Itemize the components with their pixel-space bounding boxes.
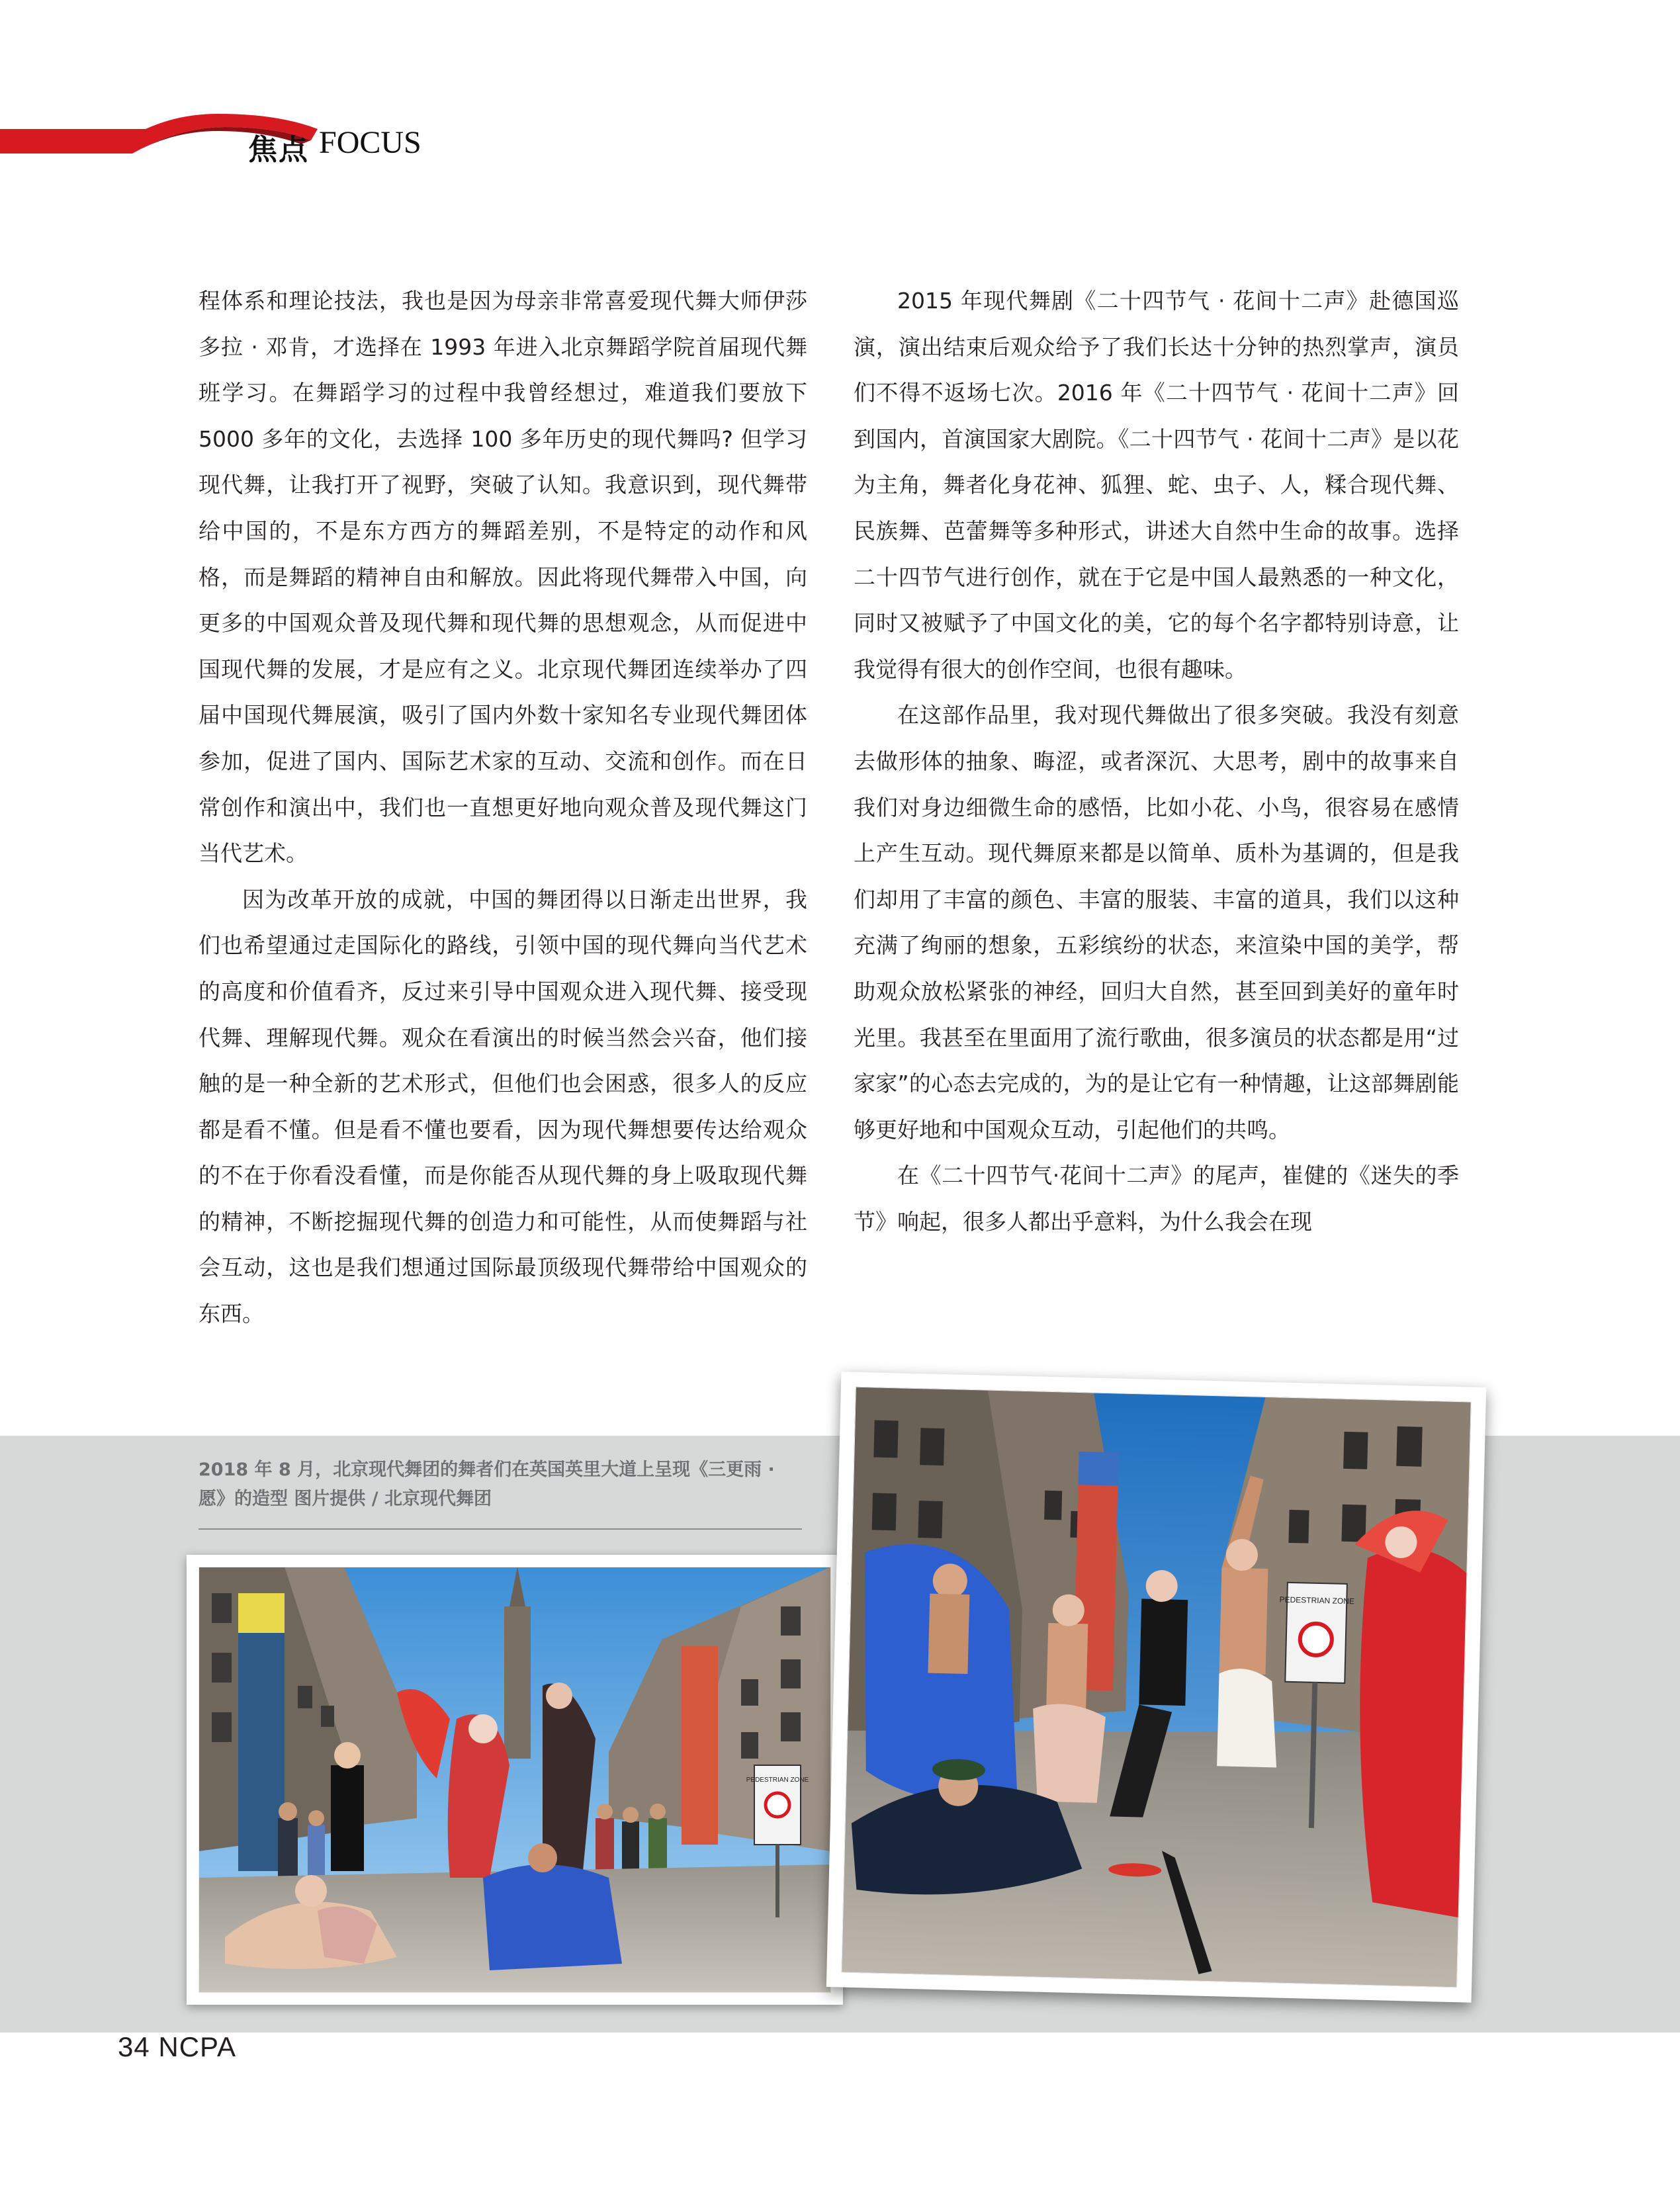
section-header [0, 99, 529, 165]
paragraph: 程体系和理论技法，我也是因为母亲非常喜爱现代舞大师伊莎多拉 · 邓肯，才选择在 1993 年进入北京舞蹈学院首届现代舞班学习。在舞蹈学习的过程中我曾经想过，难道我们要放下 5000 多年的文化，去选择 100 多年历史的现代舞吗? 但学习现代舞，让我打开了视野，突破了认知。我意识到，现代舞带给中国的，不是东方西方的舞蹈差别，不是特定的动作和风格，而是舞蹈的精神自由和解放。因此将现代舞带入中国，向更多的中国观众普及现代舞和现代舞的思想观念，从而促进中国现代舞的发展，才是应有之义。北京现代舞团连续举办了四届中国现代舞展演，吸引了国内外数十家知名专业现代舞团体参加，促进了国内、国际艺术家的互动、交流和创作。而在日常创作和演出中，我们也一直想更好地向观众普及现代舞这门当代艺术。 [199, 288, 807, 867]
magazine-name: NCPA [158, 2031, 236, 2062]
photo-illustration [841, 1387, 1471, 1988]
page-number: 34 [118, 2031, 150, 2062]
pedestrian-sign-text: PEDESTRIAN ZONE [746, 1776, 809, 1784]
photo-illustration [199, 1567, 831, 1993]
photo-caption: 2018 年 8 月，北京现代舞团的舞者们在英国英里大道上呈现《三更雨 · 愿》的造型 图片提供 / 北京现代舞团 [199, 1460, 775, 1509]
section-title-en: FOCUS [319, 125, 421, 160]
left-text-column [199, 278, 807, 1337]
paragraph: 在这部作品里，我对现代舞做出了很多突破。我没有刻意去做形体的抽象、晦涩，或者深沉、大思考，剧中的故事来自我们对身边细微生命的感悟，比如小花、小鸟，很容易在感情上产生互动。现代舞原来都是以简单、质朴为基调的，但是我们却用了丰富的颜色、丰富的服装、丰富的道具，我们以这种充满了绚丽的想象，五彩缤纷的状态，来渲染中国的美学，帮助观众放松紧张的神经，回归大自然，甚至回到美好的童年时光里。我甚至在里面用了流行歌曲，很多演员的状态都是用“过家家”的心态去完成的，为的是让它有一种情趣，让这部舞剧能够更好地和中国观众互动，引起他们的共鸣。 [854, 702, 1459, 1143]
page-footer [118, 2031, 236, 2063]
section-title-zh: 焦点 [248, 133, 309, 167]
photo-street-dancers-left [187, 1555, 843, 2005]
photo-street-dancers-right [826, 1372, 1486, 2003]
pedestrian-sign-text: PEDESTRIAN ZONE [1279, 1595, 1355, 1606]
paragraph: 因为改革开放的成就，中国的舞团得以日渐走出世界，我们也希望通过走国际化的路线，引领中国的现代舞向当代艺术的高度和价值看齐，反过来引导中国观众进入现代舞、接受现代舞、理解现代舞。观众在看演出的时候当然会兴奋，他们接触的是一种全新的艺术形式，但他们也会困惑，很多人的反应都是看不懂。但是看不懂也要看，因为现代舞想要传达给观众的不在于你看没看懂，而是你能否从现代舞的身上吸取现代舞的精神，不断挖掘现代舞的创造力和可能性，从而使舞蹈与社会互动，这也是我们想通过国际最顶级现代舞带给中国观众的东西。 [199, 886, 807, 1327]
caption-divider [199, 1528, 802, 1530]
paragraph: 在《二十四节气·花间十二声》的尾声，崔健的《迷失的季节》响起，很多人都出乎意料，为什么我会在现 [854, 1162, 1459, 1235]
paragraph: 2015 年现代舞剧《二十四节气 · 花间十二声》赴德国巡演，演出结束后观众给予了我们长达十分钟的热烈掌声，演员们不得不返场七次。2016 年《二十四节气 · 花间十二声》回到国内，首演国家大剧院。《二十四节气 · 花间十二声》是以花为主角，舞者化身花神、狐狸、蛇、虫子、人，糅合现代舞、民族舞、芭蕾舞等多种形式，讲述大自然中生命的故事。选择二十四节气进行创作，就在于它是中国人最熟悉的一种文化，同时又被赋予了中国文化的美，它的每个名字都特别诗意，让我觉得有很大的创作空间，也很有趣味。 [854, 288, 1459, 682]
right-text-column [854, 278, 1459, 1245]
